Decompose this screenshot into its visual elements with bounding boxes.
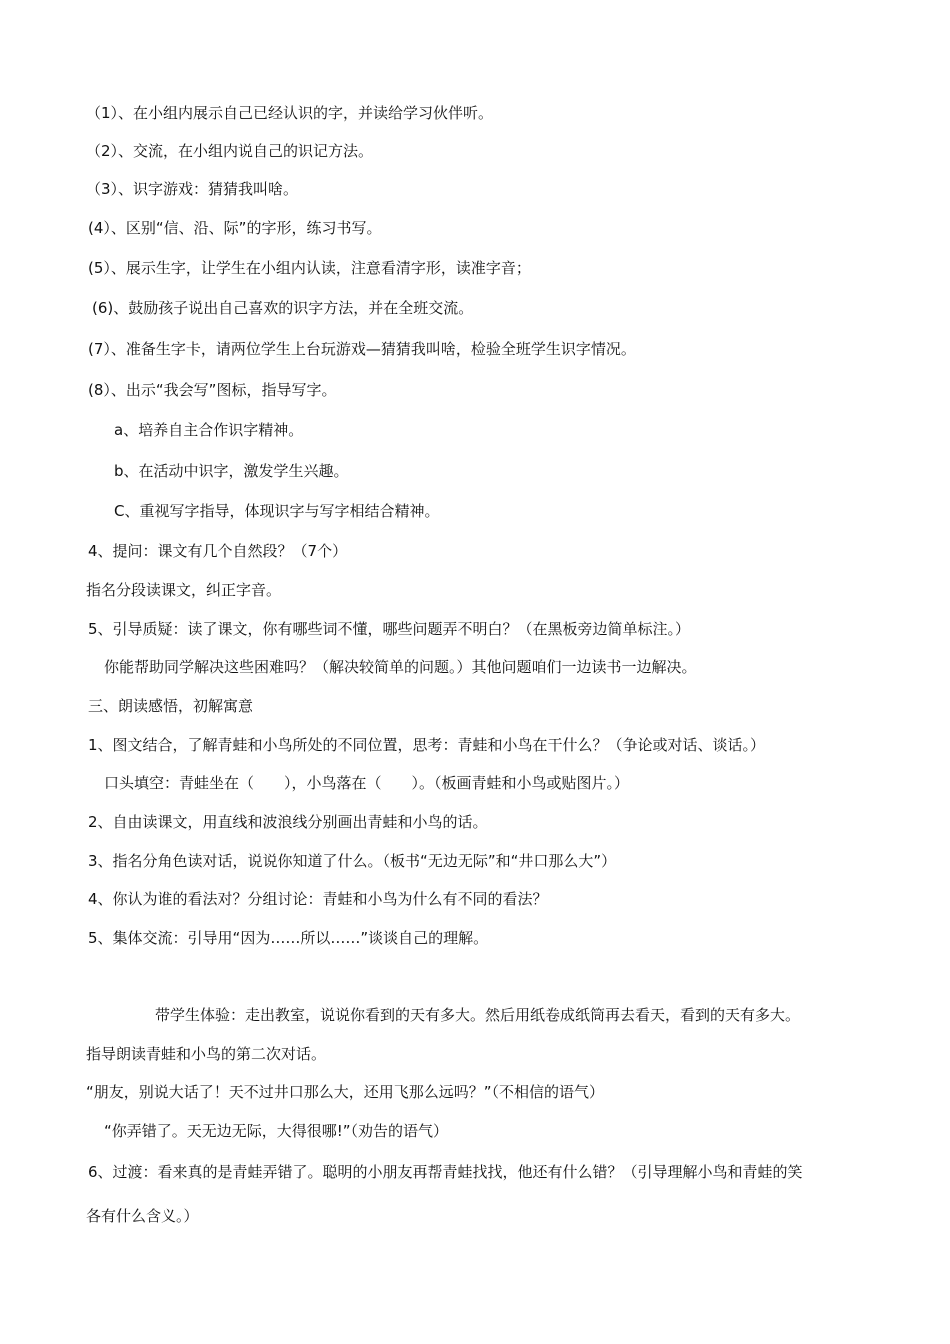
text-line: 口头填空：青蛙坐在（ ），小鸟落在（ ）。（板画青蛙和小鸟或贴图片。）: [104, 774, 630, 792]
text-line: 你能帮助同学解决这些困难吗？（解决较简单的问题。）其他问题咱们一边读书一边解决。: [104, 658, 697, 676]
text-line: 3、指名分角色读对话，说说你知道了什么。（板书“无边无际”和“井口那么大”）: [88, 852, 617, 870]
text-line: （1）、在小组内展示自己已经认识的字，并读给学习伙伴听。: [86, 104, 494, 122]
text-line: C、重视写字指导，体现识字与写字相结合精神。: [114, 502, 440, 520]
text-line: （2）、交流，在小组内说自己的识记方法。: [86, 142, 374, 160]
text-line: 2、自由读课文，用直线和波浪线分别画出青蛙和小鸟的话。: [88, 813, 488, 831]
text-line: (7）、准备生字卡，请两位学生上台玩游戏—猜猜我叫啥，检验全班学生识字情况。: [88, 340, 636, 358]
section-heading: 三、朗读感悟，初解寓意: [88, 697, 254, 715]
text-line: （3）、识字游戏：猜猜我叫啥。: [86, 180, 299, 198]
text-line: 带学生体验：走出教室，说说你看到的天有多大。然后用纸卷成纸筒再去看天，看到的天有多大。: [155, 1006, 801, 1024]
text-line: 6、过渡：看来真的是青蛙弄错了。聪明的小朋友再帮青蛙找找，他还有什么错？（引导理解小鸟和青蛙的笑: [88, 1163, 803, 1181]
text-line: 1、图文结合，了解青蛙和小鸟所处的不同位置，思考：青蛙和小鸟在干什么？（争论或对话、谈话。）: [88, 736, 766, 754]
text-line: 各有什么含义。）: [86, 1207, 199, 1225]
text-line: (4）、区别“信、沿、际”的字形，练习书写。: [88, 219, 382, 237]
text-line: 4、你认为谁的看法对？分组讨论：青蛙和小鸟为什么有不同的看法？: [88, 890, 548, 908]
text-line: (6)、鼓励孩子说出自己喜欢的识字方法，并在全班交流。: [92, 299, 474, 317]
text-line: (8）、出示“我会写”图标，指导写字。: [88, 381, 337, 399]
text-line: 4、提问：课文有几个自然段？（7个）: [88, 542, 348, 560]
text-line: 指名分段读课文，纠正字音。: [86, 581, 282, 599]
text-line: “你弄错了。天无边无际，大得很哪!”（劝告的语气）: [104, 1122, 449, 1140]
text-line: 5、引导质疑：读了课文，你有哪些词不懂，哪些问题弄不明白？（在黑板旁边简单标注。）: [88, 620, 691, 638]
text-line: b、在活动中识字，激发学生兴趣。: [114, 462, 349, 480]
text-line: 5、集体交流：引导用“因为……所以……”谈谈自己的理解。: [88, 929, 489, 947]
text-line: “朋友，别说大话了！天不过井口那么大，还用飞那么远吗？”（不相信的语气）: [86, 1083, 605, 1101]
text-line: 指导朗读青蛙和小鸟的第二次对话。: [86, 1045, 327, 1063]
text-line: (5）、展示生字，让学生在小组内认读，注意看清字形，读准字音；: [88, 259, 531, 277]
text-line: a、培养自主合作识字精神。: [114, 421, 304, 439]
